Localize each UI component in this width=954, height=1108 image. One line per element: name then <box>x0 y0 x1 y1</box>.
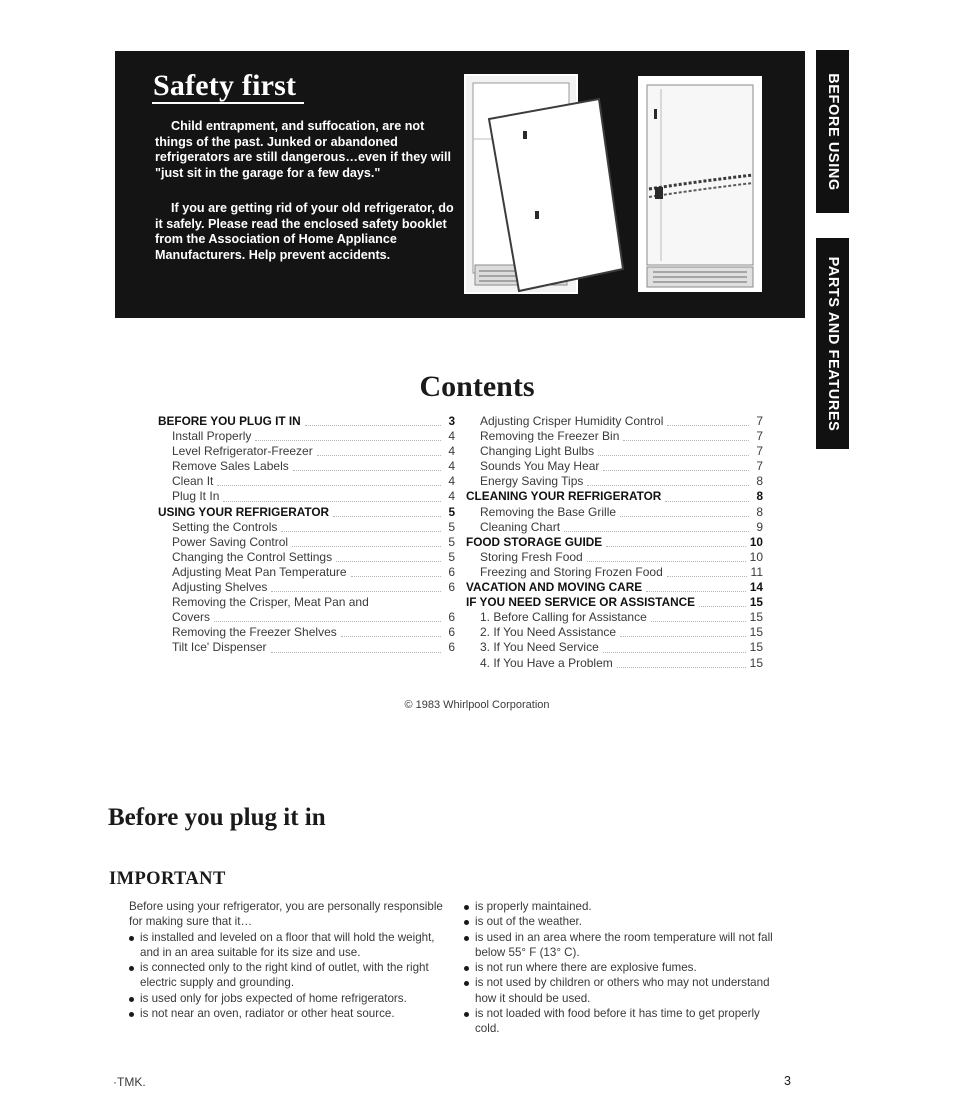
bullet-item: is installed and leveled on a floor that will hold the weight, and in an area suitable for its size and use. <box>129 930 447 961</box>
toc-dot-leader <box>603 470 749 471</box>
toc-entry-page: 4 <box>448 444 455 459</box>
left-bullet-list <box>129 930 447 1022</box>
toc-entry-page: 15 <box>749 595 763 610</box>
toc-entry-label: Adjusting Meat Pan Temperature <box>172 564 347 579</box>
toc-entry <box>466 535 763 550</box>
bullet-item: is properly maintained. <box>464 899 782 914</box>
toc-entry-page: 6 <box>448 640 455 655</box>
toc-entry <box>158 444 455 459</box>
toc-entry <box>158 595 455 610</box>
toc-entry <box>466 550 763 565</box>
toc-entry-page: 7 <box>756 429 763 444</box>
toc-entry <box>466 610 763 625</box>
toc-dot-leader <box>646 591 746 592</box>
toc-entry <box>158 505 455 520</box>
toc-entry <box>466 505 763 520</box>
toc-entry-page: 10 <box>749 549 763 564</box>
safety-paragraph-2: If you are getting rid of your old refrigerator, do it safely. Please read the enclosed safety booklet from the Association of Home Appliance Manufacturers. Help prevent accidents. <box>155 201 454 263</box>
toc-entry <box>466 429 763 444</box>
toc-entry-page: 15 <box>749 625 763 640</box>
toc-entry-page: 15 <box>749 610 763 625</box>
toc-dot-leader <box>351 576 441 577</box>
tab-before-using[interactable] <box>816 50 849 213</box>
toc-entry-page: 7 <box>756 459 763 474</box>
toc-entry-page: 9 <box>756 519 763 534</box>
toc-entry-label: 4. If You Have a Problem <box>480 655 613 670</box>
toc-entry <box>158 520 455 535</box>
toc-entry <box>466 565 763 580</box>
toc-entry-page: 5 <box>448 519 455 534</box>
toc-dot-leader <box>293 470 441 471</box>
safety-paragraph-1: Child entrapment, and suffocation, are not things of the past. Junked or abandoned refrigerators are still dangerous…even if they will "just sit in the garage for a few days." <box>155 119 452 181</box>
toc-entry-label: Plug It In <box>172 489 220 504</box>
toc-entry-label: Energy Saving Tips <box>480 474 584 489</box>
toc-dot-leader <box>336 561 441 562</box>
toc-dot-leader <box>305 425 441 426</box>
toc-left-column <box>158 414 455 656</box>
refrigerator-illustration <box>461 69 791 304</box>
toc-entry <box>466 489 763 504</box>
toc-entry-label: Adjusting Shelves <box>172 580 268 595</box>
toc-entry <box>158 580 455 595</box>
toc-entry <box>158 429 455 444</box>
bullet-item: is not run where there are explosive fumes. <box>464 960 782 975</box>
toc-entry-label: 2. If You Need Assistance <box>480 625 617 640</box>
toc-entry <box>158 550 455 565</box>
toc-entry-page: 5 <box>448 549 455 564</box>
copyright-notice: © 1983 Whirlpool Corporation <box>404 699 550 711</box>
safety-title: Safety first <box>153 69 297 102</box>
toc-entry-label: Covers <box>172 610 211 625</box>
toc-entry-label: Adjusting Crisper Humidity Control <box>480 414 664 428</box>
toc-entry-page: 10 <box>749 534 763 549</box>
toc-entry-label: Freezing and Storing Frozen Food <box>480 564 663 579</box>
toc-entry <box>466 656 763 671</box>
contents-heading: Contents <box>419 370 535 403</box>
toc-entry-label: Clean It <box>172 474 214 489</box>
toc-entry-label: Sounds You May Hear <box>480 459 600 474</box>
toc-entry-page: 15 <box>749 640 763 655</box>
bullet-item: is not near an oven, radiator or other heat source. <box>129 1006 447 1021</box>
toc-entry-page: 6 <box>448 610 455 625</box>
toc-entry-label: IF YOU NEED SERVICE OR ASSISTANCE <box>466 595 695 610</box>
toc-entry-page: 5 <box>448 534 455 549</box>
bullet-item: is used in an area where the room temperature will not fall below 55° F (13° C). <box>464 930 782 961</box>
toc-dot-leader <box>317 455 441 456</box>
toc-dot-leader <box>223 501 441 502</box>
toc-right-column <box>466 414 763 671</box>
toc-entry-label: Tilt Ice' Dispenser <box>172 640 267 655</box>
toc-entry-page: 15 <box>749 655 763 670</box>
toc-dot-leader <box>620 516 749 517</box>
bullet-item: is used only for jobs expected of home refrigerators. <box>129 991 447 1006</box>
right-bullet-list <box>464 899 782 1037</box>
section-title: Before you plug it in <box>108 804 326 831</box>
toc-entry-page: 5 <box>448 504 455 519</box>
toc-entry-label: 1. Before Calling for Assistance <box>480 610 647 625</box>
toc-dot-leader <box>587 561 746 562</box>
toc-entry <box>466 625 763 640</box>
toc-entry-page: 8 <box>756 474 763 489</box>
toc-entry <box>158 414 455 429</box>
toc-dot-leader <box>281 531 441 532</box>
tab-label: BEFORE USING <box>824 72 841 191</box>
left-text-column <box>129 899 447 1021</box>
toc-entry <box>466 595 763 610</box>
toc-entry <box>466 444 763 459</box>
toc-entry-page: 3 <box>448 414 455 428</box>
toc-entry <box>466 520 763 535</box>
toc-dot-leader <box>699 606 746 607</box>
toc-dot-leader <box>341 636 441 637</box>
toc-entry-label: Removing the Freezer Bin <box>480 429 620 444</box>
toc-dot-leader <box>292 546 441 547</box>
toc-entry <box>158 640 455 655</box>
toc-entry <box>158 625 455 640</box>
toc-entry-page: 7 <box>756 444 763 459</box>
toc-dot-leader <box>667 576 747 577</box>
tab-label: PARTS AND FEATURES <box>824 256 841 431</box>
toc-entry-page: 7 <box>756 414 763 428</box>
toc-dot-leader <box>603 652 746 653</box>
toc-entry <box>158 459 455 474</box>
toc-entry-label: Removing the Freezer Shelves <box>172 625 337 640</box>
toc-dot-leader <box>667 425 749 426</box>
toc-entry <box>466 474 763 489</box>
bullet-item: is not loaded with food before it has time to get properly cold. <box>464 1006 782 1037</box>
toc-entry <box>158 535 455 550</box>
toc-dot-leader <box>587 485 749 486</box>
toc-entry-label: Install Properly <box>172 429 252 444</box>
toc-entry <box>158 474 455 489</box>
toc-entry-label: 3. If You Need Service <box>480 640 599 655</box>
toc-entry-page: 6 <box>448 625 455 640</box>
toc-dot-leader <box>620 636 746 637</box>
toc-entry <box>158 610 455 625</box>
toc-entry-label: Cleaning Chart <box>480 519 561 534</box>
toc-entry-page: 4 <box>448 429 455 444</box>
toc-entry-label: Level Refrigerator-Freezer <box>172 444 313 459</box>
toc-entry-label: Remove Sales Labels <box>172 459 289 474</box>
toc-entry-page: 4 <box>448 474 455 489</box>
tab-parts-and-features[interactable] <box>816 238 849 449</box>
toc-dot-leader <box>214 621 441 622</box>
toc-entry-page: 4 <box>448 489 455 504</box>
toc-entry-label: CLEANING YOUR REFRIGERATOR <box>466 489 662 504</box>
bullet-item: is connected only to the right kind of outlet, with the right electric supply and grounding. <box>129 960 447 991</box>
toc-dot-leader <box>598 455 749 456</box>
toc-entry <box>466 580 763 595</box>
intro-paragraph: Before using your refrigerator, you are personally responsible for making sure that it… <box>129 900 443 929</box>
toc-entry-label: BEFORE YOU PLUG IT IN <box>158 414 301 428</box>
toc-entry-label: Removing the Base Grille <box>480 504 617 519</box>
toc-entry-page: 6 <box>448 580 455 595</box>
toc-entry <box>158 565 455 580</box>
toc-dot-leader <box>271 652 441 653</box>
toc-entry <box>466 414 763 429</box>
toc-dot-leader <box>651 621 746 622</box>
toc-entry <box>158 489 455 504</box>
toc-entry-label: Removing the Crisper, Meat Pan and <box>172 595 369 610</box>
toc-entry-label: Power Saving Control <box>172 534 289 549</box>
toc-entry-label: VACATION AND MOVING CARE <box>466 580 643 595</box>
toc-entry-label: FOOD STORAGE GUIDE <box>466 534 603 549</box>
title-underline <box>152 102 304 104</box>
safety-banner <box>115 51 805 318</box>
toc-entry-page: 8 <box>756 504 763 519</box>
toc-dot-leader <box>617 667 746 668</box>
toc-entry <box>466 640 763 655</box>
toc-dot-leader <box>606 546 746 547</box>
toc-dot-leader <box>255 440 441 441</box>
toc-entry-label: Changing the Control Settings <box>172 549 333 564</box>
right-text-column <box>464 899 782 1037</box>
important-heading: IMPORTANT <box>109 869 226 889</box>
toc-entry-label: Storing Fresh Food <box>480 549 583 564</box>
toc-entry-page: 4 <box>448 459 455 474</box>
toc-dot-leader <box>333 516 441 517</box>
toc-entry <box>466 459 763 474</box>
toc-entry-page: 14 <box>749 580 763 595</box>
bullet-item: is not used by children or others who may not understand how it should be used. <box>464 975 782 1006</box>
toc-entry-label: Changing Light Bulbs <box>480 444 595 459</box>
toc-entry-page: 8 <box>756 489 763 504</box>
toc-dot-leader <box>564 531 749 532</box>
toc-dot-leader <box>623 440 749 441</box>
toc-entry-page: 11 <box>750 564 763 579</box>
toc-entry-page: 6 <box>448 564 455 579</box>
toc-entry-label: USING YOUR REFRIGERATOR <box>158 504 330 519</box>
toc-dot-leader <box>665 501 749 502</box>
toc-dot-leader <box>217 485 441 486</box>
trademark-note: ·TMK. <box>113 1075 146 1089</box>
bullet-item: is out of the weather. <box>464 914 782 929</box>
page-number: 3 <box>784 1074 791 1088</box>
toc-dot-leader <box>271 591 441 592</box>
toc-entry-label: Setting the Controls <box>172 519 278 534</box>
